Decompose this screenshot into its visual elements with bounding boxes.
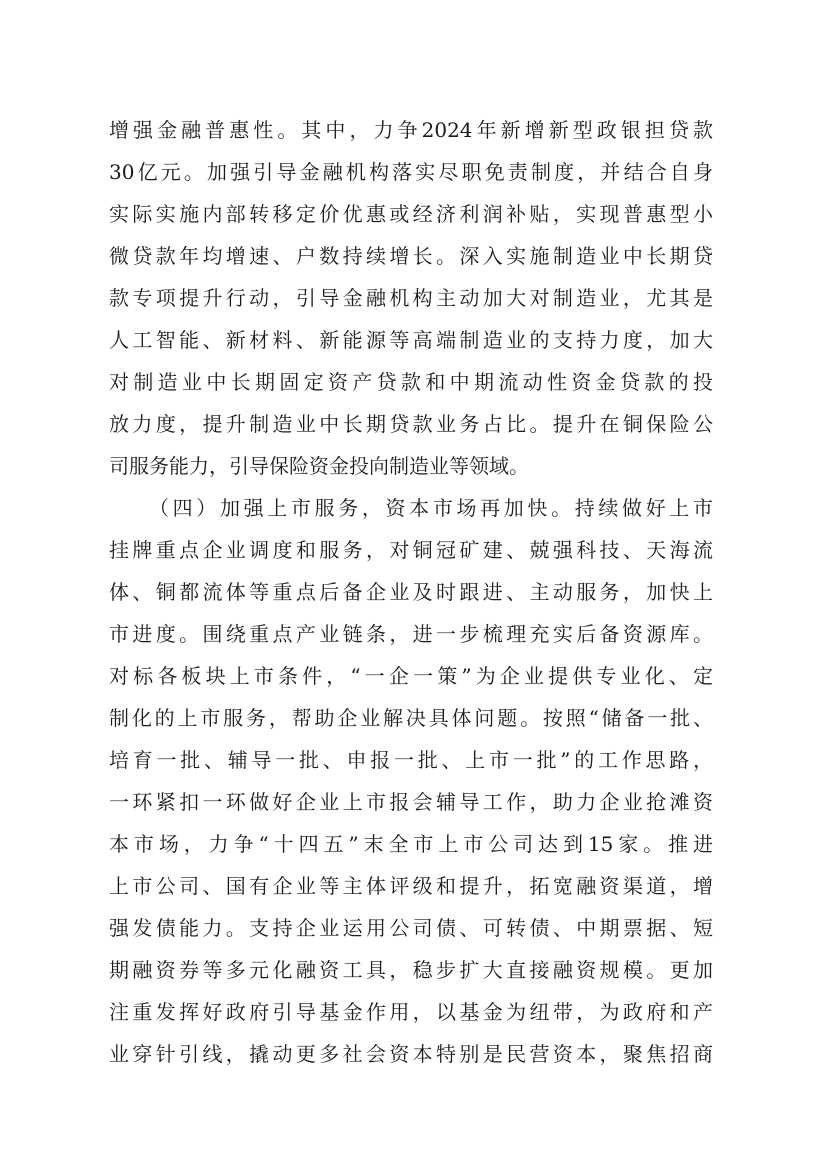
text-line: 上市公司、国有企业等主体评级和提升，拓宽融资渠道，增 [109, 874, 713, 898]
text-line: 体、铜都流体等重点后备企业及时跟进、主动服务，加快上 [109, 580, 713, 604]
text-line: 本市场，力争“十四五”末全市上市公司达到15家。推进 [109, 832, 713, 856]
text-line: 制化的上市服务，帮助企业解决具体问题。按照“储备一批、 [109, 706, 713, 730]
text-line: 款专项提升行动，引导金融机构主动加大对制造业，尤其是 [109, 286, 713, 310]
text-line: 微贷款年均增速、户数持续增长。深入实施制造业中长期贷 [109, 244, 713, 268]
text-line: 培育一批、辅导一批、申报一批、上市一批”的工作思路， [109, 748, 713, 772]
text-line: 期融资券等多元化融资工具，稳步扩大直接融资规模。更加 [109, 958, 713, 982]
text-line: 增强金融普惠性。其中，力争2024年新增新型政银担贷款 [109, 118, 713, 142]
text-line: 注重发挥好政府引导基金作用，以基金为纽带，为政府和产 [109, 1000, 713, 1024]
text-line: 市进度。围绕重点产业链条，进一步梳理充实后备资源库。 [109, 622, 713, 646]
text-line: 对制造业中长期固定资产贷款和中期流动性资金贷款的投 [109, 370, 713, 394]
text-line: 强发债能力。支持企业运用公司债、可转债、中期票据、短 [109, 916, 713, 940]
text-line: 业穿针引线，撬动更多社会资本特别是民营资本，聚焦招商 [109, 1042, 713, 1066]
text-line: 实际实施内部转移定价优惠或经济利润补贴，实现普惠型小 [109, 202, 713, 226]
text-line: 司服务能力，引导保险资金投向制造业等领域。 [109, 454, 529, 478]
text-line: 人工智能、新材料、新能源等高端制造业的支持力度，加大 [109, 328, 713, 352]
text-line: 一环紧扣一环做好企业上市报会辅导工作，助力企业抢滩资 [109, 790, 713, 814]
text-line: 放力度，提升制造业中长期贷款业务占比。提升在铜保险公 [109, 412, 713, 436]
section-heading-line: （四）加强上市服务，资本市场再加快。持续做好上市 [149, 496, 713, 520]
text-line: 30亿元。加强引导金融机构落实尽职免责制度，并结合自身 [109, 160, 713, 184]
text-line: 挂牌重点企业调度和服务，对铜冠矿建、兢强科技、天海流 [109, 538, 713, 562]
text-line: 对标各板块上市条件，“一企一策”为企业提供专业化、定 [109, 664, 713, 688]
